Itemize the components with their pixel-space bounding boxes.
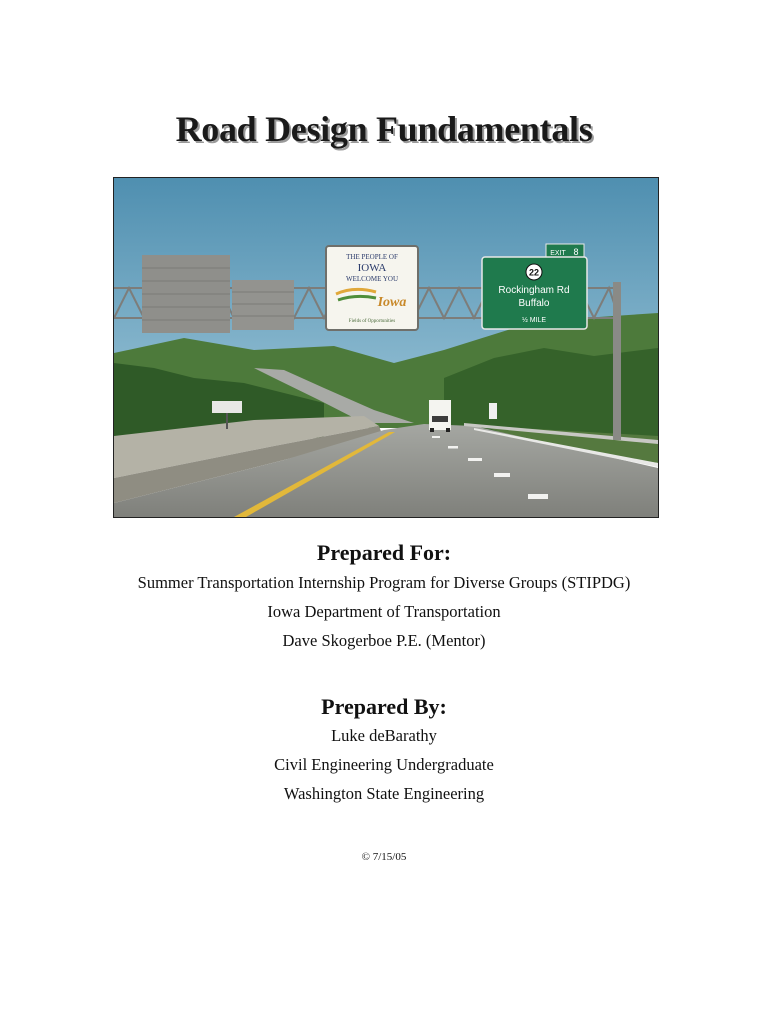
sign-back: [232, 280, 294, 330]
route-shield-number: 22: [528, 267, 540, 278]
prepared-by-heading: Prepared By:: [321, 694, 447, 719]
roadside-sign: [489, 403, 497, 419]
iowa-sign-line3: WELCOME YOU: [345, 275, 399, 283]
distance-label: ½ MILE: [521, 317, 547, 324]
prepared-for-line: Iowa Department of Transportation: [267, 602, 501, 621]
date-stamp: © 7/15/05: [361, 851, 407, 863]
document-title: Road Design Fundamentals: [175, 109, 593, 149]
destination-2: Buffalo: [518, 298, 550, 309]
exit-number: 8: [573, 247, 579, 257]
exit-tab-label: EXIT: [550, 250, 566, 257]
prepared-for-line: Summer Transportation Internship Program for Diverse Groups (STIPDG): [137, 573, 631, 592]
destination-1: Rockingham Rd: [498, 285, 570, 296]
gantry-post: [613, 282, 621, 440]
iowa-sign-line1: THE PEOPLE OF: [346, 253, 398, 261]
prepared-by-line: Washington State Engineering: [283, 784, 485, 803]
prepared-for-heading: Prepared For:: [316, 540, 452, 565]
exit-guide-sign: [482, 244, 587, 329]
iowa-sign-line2: IOWA: [357, 262, 387, 274]
prepared-for-line: Dave Skogerboe P.E. (Mentor): [282, 631, 486, 650]
prepared-by-line: Civil Engineering Undergraduate: [274, 755, 494, 774]
iowa-tagline: Fields of Opportunities: [348, 319, 396, 324]
roadside-sign: [212, 401, 242, 413]
prepared-by-line: Luke deBarathy: [331, 726, 437, 745]
prepared-by-section: [0, 694, 768, 808]
iowa-welcome-sign: [326, 246, 418, 330]
cover-photo: [113, 177, 659, 518]
rv-vehicle: [429, 400, 451, 432]
iowa-logo-text: Iowa: [377, 295, 407, 310]
prepared-for-section: [0, 540, 768, 655]
